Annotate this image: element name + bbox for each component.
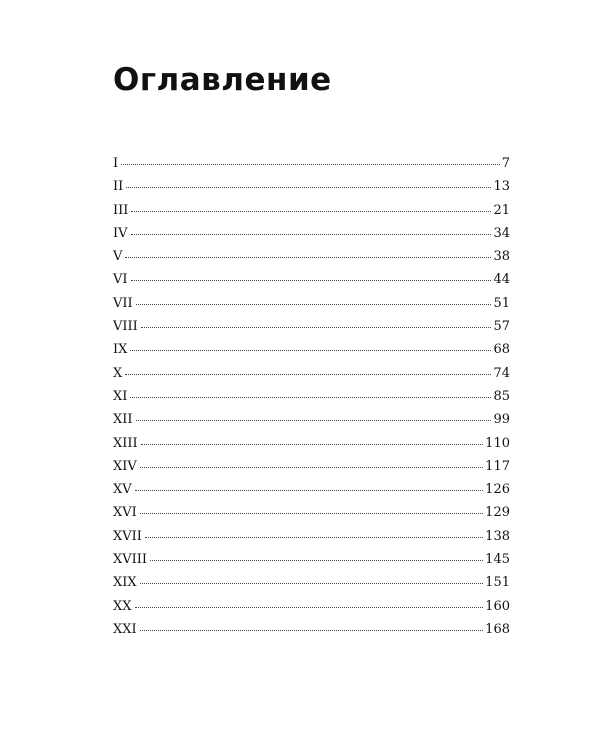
toc-entry-label: VI [113,272,128,288]
toc-entry-page-number: 160 [485,598,510,614]
toc-entry-label: XV [113,482,132,498]
toc-dot-leader [125,374,491,375]
toc-entry[interactable] [113,412,510,435]
toc-entry-label: IV [113,225,128,241]
toc-dot-leader [131,234,492,235]
toc-entry-page-number: 21 [493,202,510,218]
page-title: Оглавление [113,62,332,98]
toc-dot-leader [140,583,484,584]
toc-dot-leader [136,420,492,421]
toc-dot-leader [130,350,491,351]
toc-dot-leader [141,327,492,328]
toc-dot-leader [130,397,491,398]
toc-entry-page-number: 99 [493,412,510,428]
toc-entry-page-number: 34 [493,225,510,241]
toc-entry-label: XXI [113,621,137,637]
toc-entry[interactable] [113,319,510,342]
toc-entry-label: IX [113,342,128,358]
toc-dot-leader [135,607,484,608]
toc-entry-page-number: 110 [485,435,510,451]
toc-entry-label: XIII [113,435,138,451]
toc-dot-leader [140,467,483,468]
toc-dot-leader [126,187,491,188]
toc-entry-label: XX [113,598,132,614]
toc-entry-page-number: 51 [493,295,510,311]
toc-entry-page-number: 57 [493,319,510,335]
toc-entry-label: XVIII [113,552,148,568]
toc-dot-leader [140,513,483,514]
toc-entry-page-number: 151 [485,575,510,591]
toc-entry-page-number: 117 [485,458,510,474]
toc-entry-label: XIV [113,458,137,474]
toc-dot-leader [145,537,483,538]
toc-entry-label: VII [113,295,133,311]
toc-dot-leader [125,257,491,258]
toc-dot-leader [136,304,492,305]
toc-entry-label: XVI [113,505,137,521]
toc-entry[interactable] [113,552,510,575]
toc-entry[interactable] [113,482,510,505]
toc-entry-page-number: 44 [493,272,510,288]
toc-entry[interactable] [113,622,510,645]
toc-entry-page-number: 38 [493,249,510,265]
toc-entry[interactable] [113,249,510,272]
toc-entry[interactable] [113,599,510,622]
toc-dot-leader [131,211,491,212]
toc-entry[interactable] [113,226,510,249]
toc-entry[interactable] [113,366,510,389]
toc-entry[interactable] [113,436,510,459]
toc-entry-page-number: 138 [485,528,510,544]
toc-entry-page-number: 168 [485,621,510,637]
toc-entry-label: VIII [113,319,138,335]
toc-dot-leader [140,630,484,631]
toc-dot-leader [135,490,484,491]
toc-entry[interactable] [113,272,510,295]
toc-entry-page-number: 7 [501,156,510,171]
toc-entry-label: X [113,365,123,381]
toc-entry-page-number: 145 [485,552,510,568]
table-of-contents [113,156,510,645]
toc-dot-leader [131,280,492,281]
toc-dot-leader [121,164,500,165]
toc-entry[interactable] [113,459,510,482]
toc-entry-label: I [113,156,119,171]
toc-entry[interactable] [113,179,510,202]
toc-entry-page-number: 68 [493,342,510,358]
toc-entry-page-number: 85 [493,388,510,404]
toc-dot-leader [150,560,483,561]
toc-entry[interactable] [113,342,510,365]
toc-entry-page-number: 126 [485,482,510,498]
toc-entry-page-number: 129 [485,505,510,521]
toc-entry-label: XVII [113,528,142,544]
toc-entry-page-number: 13 [493,179,510,195]
toc-entry-label: XIX [113,575,137,591]
toc-entry[interactable] [113,575,510,598]
toc-entry[interactable] [113,505,510,528]
toc-entry[interactable] [113,156,510,179]
toc-entry-label: III [113,202,129,218]
toc-dot-leader [141,444,484,445]
toc-entry-page-number: 74 [493,365,510,381]
toc-entry-label: V [113,249,123,265]
toc-entry[interactable] [113,296,510,319]
toc-entry-label: XI [113,388,128,404]
toc-entry-label: XII [113,412,133,428]
toc-entry[interactable] [113,389,510,412]
toc-entry-label: II [113,179,124,195]
toc-entry[interactable] [113,203,510,226]
toc-entry[interactable] [113,529,510,552]
